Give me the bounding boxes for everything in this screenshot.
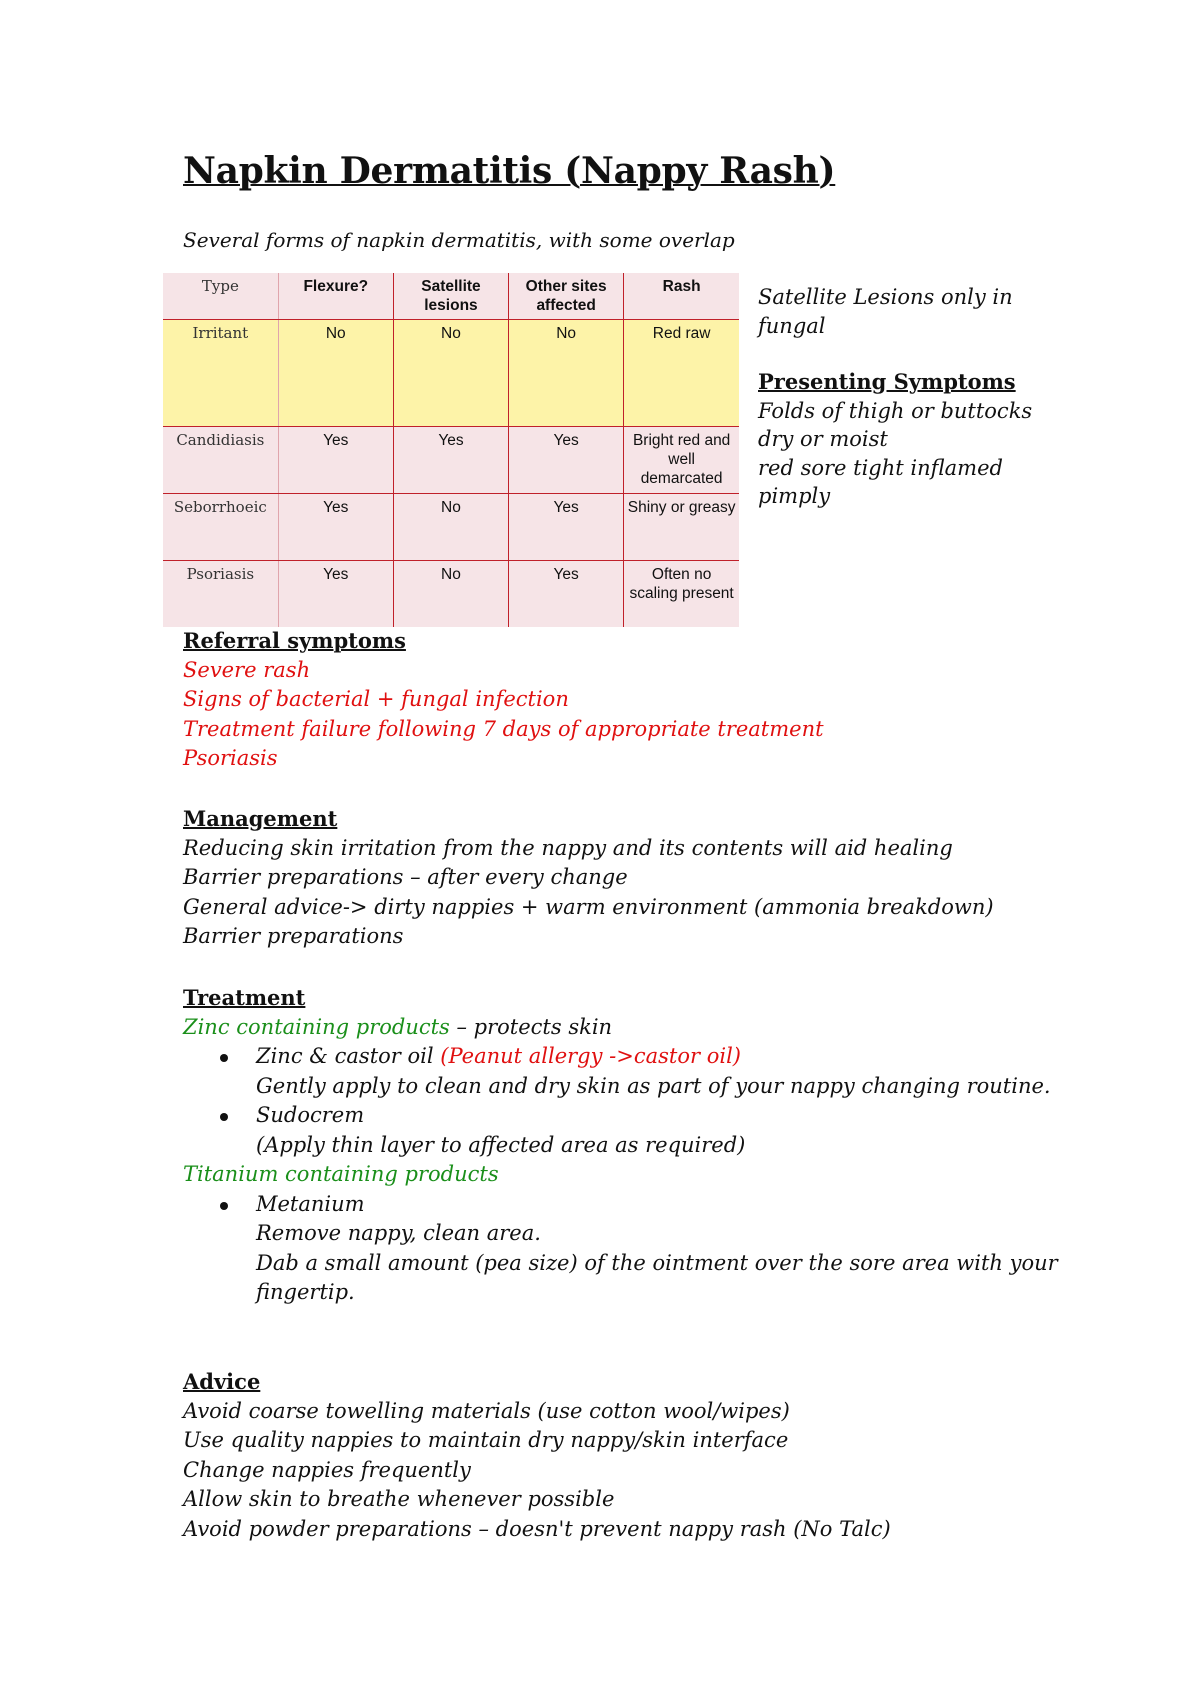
advice-item: Allow skin to breathe whenever possible [183,1487,615,1511]
zinc-products-suffix: – protects skin [449,1014,613,1039]
table-cell: Yes [278,494,393,561]
table-cell: Yes [278,427,393,494]
titanium-products-label: Titanium containing products [183,1162,499,1186]
page-title: Napkin Dermatitis (Nappy Rash) [183,150,836,192]
bullet-icon [220,1202,228,1210]
side-note [758,283,1048,511]
titanium-products-list [183,1190,1063,1308]
subtitle: Several forms of napkin dermatitis, with some overlap [183,228,735,252]
column-header: Type [163,273,278,320]
table-cell: Shiny or greasy [624,494,739,561]
table-cell: Irritant [163,320,278,427]
presenting-symptom: red sore tight inflamed [758,455,1003,480]
metanium-detail: Dab a small amount (pea size) of the ointment over the sore area with your fingertip. [256,1250,1058,1304]
management-item: Reducing skin irritation from the nappy and its contents will aid healing [183,835,953,860]
zinc-products-label: Zinc containing products [183,1014,450,1039]
list-item [183,1190,1063,1308]
zinc-products-list [183,1042,1063,1160]
advice-item: Change nappies frequently [183,1457,471,1482]
treatment-section [183,983,1063,1308]
table-cell: No [393,494,508,561]
presenting-symptom: pimply [758,484,831,508]
table-cell: Yes [278,561,393,628]
list-item [183,1101,1063,1160]
satellite-note-line: fungal [758,313,826,338]
list-item [183,1042,1063,1101]
bullet-icon [220,1054,228,1062]
table-cell: Seborrhoeic [163,494,278,561]
referral-item: Severe rash [183,657,311,682]
sudocrem: Sudocrem [256,1103,365,1127]
zinc-castor-oil: Zinc & castor oil [256,1044,434,1068]
advice-item: Avoid powder preparations – doesn't prevent nappy rash (No Talc) [183,1516,891,1541]
table-row [163,494,739,561]
metanium: Metanium [256,1191,365,1216]
table-cell: Yes [393,427,508,494]
referral-heading: Referral symptoms [183,628,406,653]
referral-item: Signs of bacterial + fungal infection [183,687,569,711]
presenting-symptoms-heading: Presenting Symptoms [758,369,1016,394]
management-item: General advice-> dirty nappies + warm environment (ammonia breakdown) [183,894,994,919]
sudocrem-detail: (Apply thin layer to affected area as required) [256,1132,746,1157]
table-cell: Red raw [624,320,739,427]
table-cell: Yes [509,561,624,628]
referral-section [183,626,1063,774]
table-cell: Often no scaling present [624,561,739,628]
metanium-detail: Remove nappy, clean area. [256,1221,541,1245]
table-row [163,427,739,494]
referral-item: Psoriasis [183,746,278,770]
treatment-heading: Treatment [183,985,306,1010]
bullet-icon [220,1113,228,1121]
column-header: Other sites affected [509,273,624,320]
table-cell: Candidiasis [163,427,278,494]
column-header: Rash [624,273,739,320]
advice-item: Use quality nappies to maintain dry nappy/skin interface [183,1428,789,1452]
peanut-allergy-note: (Peanut allergy ->castor oil) [440,1044,741,1068]
management-item: Barrier preparations [183,924,404,948]
table-cell: No [278,320,393,427]
management-section [183,804,1063,952]
column-header: Flexure? [278,273,393,320]
zinc-products-line [183,1013,1063,1043]
advice-section [183,1367,1063,1544]
table-header-row [163,273,739,320]
rash-types-table [163,273,739,627]
table-cell: Psoriasis [163,561,278,628]
table-cell: Yes [509,494,624,561]
management-heading: Management [183,806,338,831]
table-cell: Yes [509,427,624,494]
table-cell: No [393,561,508,628]
zinc-castor-detail: Gently apply to clean and dry skin as part of your nappy changing routine. [256,1073,1051,1098]
advice-item: Avoid coarse towelling materials (use cotton wool/wipes) [183,1398,790,1423]
referral-item: Treatment failure following 7 days of appropriate treatment [183,716,824,741]
table-cell: No [509,320,624,427]
presenting-symptom: dry or moist [758,427,888,451]
table-cell: Bright red and well demarcated [624,427,739,494]
column-header: Satellite lesions [393,273,508,320]
advice-heading: Advice [183,1369,261,1394]
table-row [163,561,739,628]
presenting-symptom: Folds of thigh or buttocks [758,398,1033,423]
management-item: Barrier preparations – after every change [183,865,628,889]
table-cell: No [393,320,508,427]
satellite-note-line: Satellite Lesions only in [758,285,1013,309]
table-row [163,320,739,427]
